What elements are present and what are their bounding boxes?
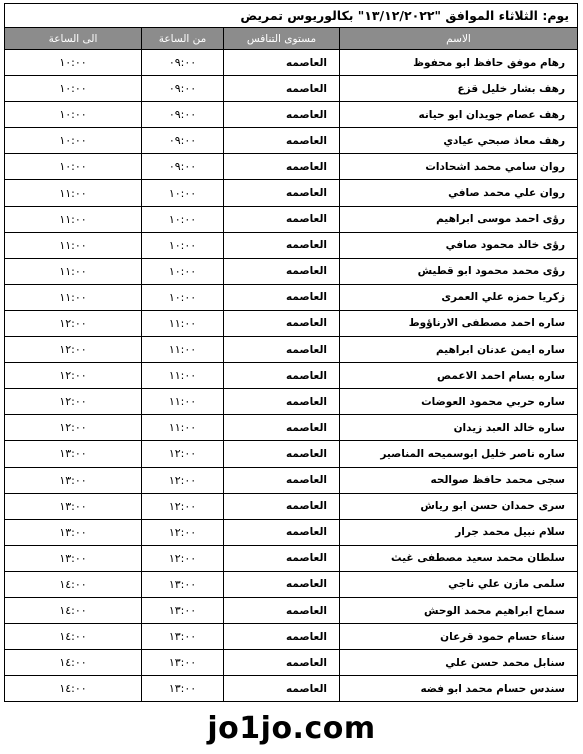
table-row — [5, 310, 578, 336]
cell-name: سرى حمدان حسن ابو رياش — [340, 493, 578, 519]
cell-level: العاصمه — [224, 180, 340, 206]
cell-name: رؤى خالد محمود صافي — [340, 232, 578, 258]
cell-level: العاصمه — [224, 232, 340, 258]
cell-name: سنابل محمد حسن علي — [340, 650, 578, 676]
cell-to-time: ١٢:٠٠ — [5, 363, 142, 389]
cell-from-time: ٠٩:٠٠ — [142, 102, 224, 128]
table-row — [5, 545, 578, 571]
cell-to-time: ١١:٠٠ — [5, 284, 142, 310]
cell-to-time: ١٠:٠٠ — [5, 76, 142, 102]
cell-level: العاصمه — [224, 545, 340, 571]
cell-name: رؤى احمد موسى ابراهيم — [340, 206, 578, 232]
cell-to-time: ١٢:٠٠ — [5, 337, 142, 363]
cell-from-time: ١١:٠٠ — [142, 337, 224, 363]
cell-to-time: ١٢:٠٠ — [5, 415, 142, 441]
table-header-row — [5, 28, 578, 50]
cell-name: ساره بسام احمد الاعمص — [340, 363, 578, 389]
cell-from-time: ٠٩:٠٠ — [142, 154, 224, 180]
cell-from-time: ١٠:٠٠ — [142, 180, 224, 206]
cell-level: العاصمه — [224, 50, 340, 76]
cell-level: العاصمه — [224, 467, 340, 493]
cell-from-time: ١٢:٠٠ — [142, 467, 224, 493]
cell-to-time: ١٢:٠٠ — [5, 310, 142, 336]
table-row — [5, 76, 578, 102]
schedule-table — [4, 3, 578, 702]
page-title: يوم: الثلاثاء الموافق "١٣/١٢/٢٠٢٢" بكالوريوس تمريض — [5, 4, 578, 28]
cell-level: العاصمه — [224, 76, 340, 102]
cell-name: رهف معاذ صبحي عيادي — [340, 128, 578, 154]
cell-to-time: ١١:٠٠ — [5, 258, 142, 284]
cell-to-time: ١١:٠٠ — [5, 232, 142, 258]
table-row — [5, 389, 578, 415]
cell-level: العاصمه — [224, 493, 340, 519]
table-row — [5, 154, 578, 180]
table-row — [5, 337, 578, 363]
cell-from-time: ١٠:٠٠ — [142, 232, 224, 258]
cell-to-time: ١٠:٠٠ — [5, 50, 142, 76]
site-watermark: jo1jo.com — [207, 711, 376, 746]
column-header-name: الاسم — [340, 28, 578, 50]
cell-level: العاصمه — [224, 363, 340, 389]
cell-name: ساره احمد مصطفى الارناؤوط — [340, 310, 578, 336]
cell-to-time: ١٣:٠٠ — [5, 493, 142, 519]
cell-from-time: ١٠:٠٠ — [142, 284, 224, 310]
cell-from-time: ١٢:٠٠ — [142, 493, 224, 519]
cell-level: العاصمه — [224, 154, 340, 180]
cell-to-time: ١٣:٠٠ — [5, 441, 142, 467]
cell-level: العاصمه — [224, 650, 340, 676]
column-header-from: من الساعة — [142, 28, 224, 50]
cell-name: سندس حسام محمد ابو فضه — [340, 676, 578, 702]
cell-to-time: ١٤:٠٠ — [5, 597, 142, 623]
column-header-level: مستوى التنافس — [224, 28, 340, 50]
cell-name: رهف عصام جويدان ابو حيانه — [340, 102, 578, 128]
cell-from-time: ١٣:٠٠ — [142, 571, 224, 597]
cell-name: ساره ناصر خليل ابوسميحه المناصير — [340, 441, 578, 467]
cell-name: زكريا حمزه علي العمرى — [340, 284, 578, 310]
table-row — [5, 180, 578, 206]
cell-from-time: ١٣:٠٠ — [142, 650, 224, 676]
table-row — [5, 571, 578, 597]
cell-name: سلام نبيل محمد جرار — [340, 519, 578, 545]
cell-from-time: ١٢:٠٠ — [142, 519, 224, 545]
cell-from-time: ١١:٠٠ — [142, 389, 224, 415]
cell-to-time: ١٣:٠٠ — [5, 545, 142, 571]
table-row — [5, 50, 578, 76]
schedule-sheet — [4, 3, 577, 702]
cell-name: سناء حسام حمود قرعان — [340, 624, 578, 650]
cell-level: العاصمه — [224, 284, 340, 310]
table-row — [5, 467, 578, 493]
table-row — [5, 232, 578, 258]
table-body — [5, 50, 578, 702]
table-row — [5, 676, 578, 702]
cell-level: العاصمه — [224, 624, 340, 650]
cell-level: العاصمه — [224, 310, 340, 336]
cell-to-time: ١٣:٠٠ — [5, 467, 142, 493]
table-row — [5, 650, 578, 676]
cell-to-time: ١٢:٠٠ — [5, 389, 142, 415]
cell-from-time: ١١:٠٠ — [142, 415, 224, 441]
cell-from-time: ١١:٠٠ — [142, 310, 224, 336]
cell-from-time: ١١:٠٠ — [142, 363, 224, 389]
table-row — [5, 441, 578, 467]
cell-from-time: ١٣:٠٠ — [142, 676, 224, 702]
cell-name: ساره حربي محمود العوضات — [340, 389, 578, 415]
cell-to-time: ١٤:٠٠ — [5, 571, 142, 597]
cell-to-time: ١٤:٠٠ — [5, 624, 142, 650]
cell-to-time: ١٠:٠٠ — [5, 128, 142, 154]
table-row — [5, 493, 578, 519]
cell-level: العاصمه — [224, 258, 340, 284]
cell-to-time: ١٠:٠٠ — [5, 102, 142, 128]
cell-from-time: ٠٩:٠٠ — [142, 76, 224, 102]
cell-level: العاصمه — [224, 389, 340, 415]
cell-from-time: ٠٩:٠٠ — [142, 50, 224, 76]
cell-from-time: ١٢:٠٠ — [142, 545, 224, 571]
cell-level: العاصمه — [224, 337, 340, 363]
cell-level: العاصمه — [224, 519, 340, 545]
cell-to-time: ١٤:٠٠ — [5, 676, 142, 702]
table-row — [5, 415, 578, 441]
cell-to-time: ١١:٠٠ — [5, 206, 142, 232]
cell-level: العاصمه — [224, 415, 340, 441]
cell-to-time: ١٣:٠٠ — [5, 519, 142, 545]
cell-from-time: ١٠:٠٠ — [142, 258, 224, 284]
cell-level: العاصمه — [224, 128, 340, 154]
cell-to-time: ١٠:٠٠ — [5, 154, 142, 180]
cell-level: العاصمه — [224, 597, 340, 623]
cell-level: العاصمه — [224, 676, 340, 702]
cell-name: روان سامي محمد اشحادات — [340, 154, 578, 180]
cell-level: العاصمه — [224, 102, 340, 128]
cell-to-time: ١٤:٠٠ — [5, 650, 142, 676]
cell-name: سلمى مازن علي ناجي — [340, 571, 578, 597]
cell-name: رهف بشار خليل قزع — [340, 76, 578, 102]
cell-from-time: ١٢:٠٠ — [142, 441, 224, 467]
cell-name: رهام موفق حافظ ابو محفوظ — [340, 50, 578, 76]
table-row — [5, 128, 578, 154]
cell-from-time: ١٠:٠٠ — [142, 206, 224, 232]
table-row — [5, 102, 578, 128]
cell-from-time: ٠٩:٠٠ — [142, 128, 224, 154]
cell-name: روان علي محمد صافي — [340, 180, 578, 206]
cell-name: ساره ايمن عدنان ابراهيم — [340, 337, 578, 363]
table-row — [5, 206, 578, 232]
cell-name: ساره خالد العبد زيدان — [340, 415, 578, 441]
table-row — [5, 624, 578, 650]
cell-level: العاصمه — [224, 441, 340, 467]
cell-name: سلطان محمد سعيد مصطفى غيث — [340, 545, 578, 571]
cell-level: العاصمه — [224, 206, 340, 232]
table-row — [5, 284, 578, 310]
table-row — [5, 258, 578, 284]
table-row — [5, 597, 578, 623]
column-header-to: الى الساعة — [5, 28, 142, 50]
cell-from-time: ١٣:٠٠ — [142, 597, 224, 623]
cell-level: العاصمه — [224, 571, 340, 597]
table-row — [5, 519, 578, 545]
table-row — [5, 363, 578, 389]
cell-name: سماح ابراهيم محمد الوحش — [340, 597, 578, 623]
cell-to-time: ١١:٠٠ — [5, 180, 142, 206]
cell-from-time: ١٣:٠٠ — [142, 624, 224, 650]
cell-name: سجى محمد حافظ صوالحه — [340, 467, 578, 493]
cell-name: رؤى محمد محمود ابو قطيش — [340, 258, 578, 284]
